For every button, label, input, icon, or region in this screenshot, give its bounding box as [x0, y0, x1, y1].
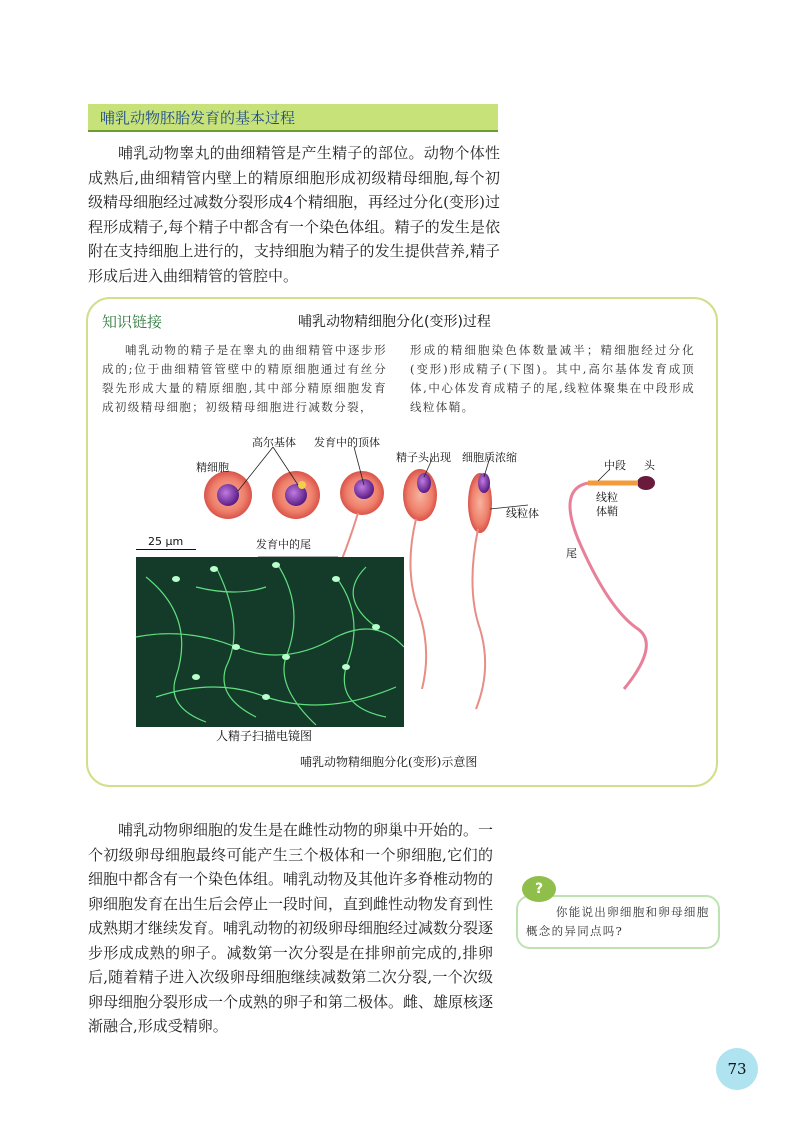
spermatid-cell-5 — [468, 473, 492, 709]
developing-acrosome-label: 发育中的顶体 — [314, 436, 380, 449]
box-text-left: 哺乳动物的精子是在睾丸的曲细精管中逐步形成的;位于曲细精管管壁中的精原细胞通过有丝分裂先形成大量的精原细胞,其中部分精原细胞发育成初级精母细胞；初级精母细胞进行减数分裂， — [102, 343, 387, 414]
oocyte-paragraph: 哺乳动物卵细胞的发生是在雌性动物的卵巢中开始的。一个初级卵母细胞最终可能产生三个极体和一个卵细胞,它们的细胞中都含有一个染色体组。哺乳动物及其他许多脊椎动物的卵细胞发育在出生后会停止一段时间，直到雌性动物发育到性成熟期才继续发育。哺乳动物的初级卵母细胞经过减数分裂逐步形成成熟的卵子。减数第一次分裂是在排卵前完成的,排卵后,随着精子进入次级卵母细胞继续减数第二次分裂,一个次级卵母细胞分裂形成一个成熟的卵子和第二极体。雌、雄原核逐渐融合,形成受精卵。 — [88, 821, 494, 1035]
mitochondria-label: 线粒体 — [506, 507, 539, 520]
head-label: 头 — [644, 459, 655, 472]
mitochondrial-sheath-label: 线粒 体鞘 — [596, 491, 618, 518]
scale-bar — [136, 549, 196, 550]
electron-micrograph — [136, 557, 404, 727]
spermatid-cell-3 — [340, 471, 384, 559]
golgi-label: 高尔基体 — [252, 436, 296, 449]
cytoplasm-condense-label: 细胞质浓缩 — [462, 451, 517, 464]
question-icon: ? — [522, 876, 556, 902]
scale-bar-label: 25 μm — [148, 535, 184, 548]
box-title: 哺乳动物精细胞分化(变形)过程 — [298, 314, 491, 330]
spermatid-cell-1 — [204, 471, 252, 519]
head-appears-label: 精子头出现 — [396, 451, 451, 464]
spermatid-cell-2 — [272, 471, 320, 519]
spermatid-cell-4 — [403, 469, 437, 689]
figure-caption: 哺乳动物精细胞分化(变形)示意图 — [300, 755, 478, 769]
knowledge-link-tag: 知识链接 — [102, 313, 163, 331]
box-text-right: 形成的精细胞染色体数量减半；精细胞经过分化(变形)形成精子(下图)。其中,高尔基体发育成顶体,中心体发育成精子的尾,线粒体聚集在中段形成线粒体鞘。 — [410, 343, 695, 414]
question-text: 你能说出卵细胞和卵母细胞概念的异同点吗? — [526, 905, 710, 938]
intro-paragraph: 哺乳动物睾丸的曲细精管是产生精子的部位。动物个体性成熟后,曲细精管内壁上的精原细胞形成初级精母细胞,每个初级精母细胞经过减数分裂形成4个精细胞，再经过分化(变形)过程形成精子,每个精子中都含有一个染色体组。精子的发生是依附在支持细胞上进行的，支持细胞为精子的发生提供营养,精子形成后进入曲细精管的管腔中。 — [88, 144, 500, 285]
spermatid-label: 精细胞 — [196, 461, 229, 474]
midpiece-label: 中段 — [604, 459, 626, 472]
section-heading-bar — [88, 104, 498, 132]
micrograph-caption: 人精子扫描电镜图 — [216, 729, 313, 743]
developing-tail-label: 发育中的尾 — [256, 538, 311, 551]
tail-label: 尾 — [566, 547, 577, 560]
section-title: 哺乳动物胚胎发育的基本过程 — [100, 109, 296, 127]
page-number: 73 — [716, 1048, 758, 1090]
knowledge-link-box — [86, 297, 718, 787]
